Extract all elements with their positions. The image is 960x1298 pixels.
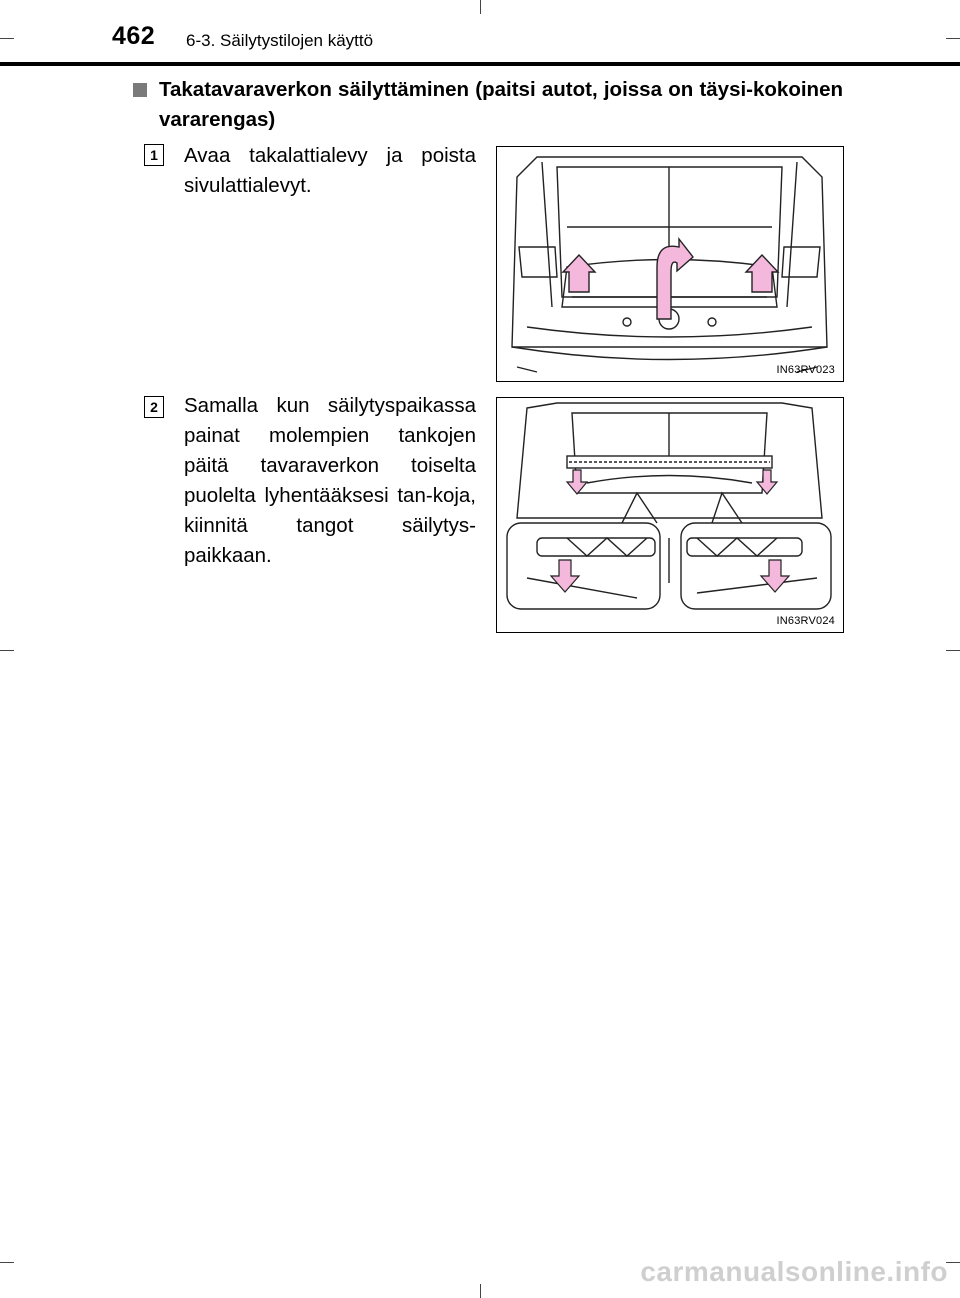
step-1-text: Avaa takalattialevy ja poista sivulattialevyt. (184, 144, 476, 197)
figure-1 (496, 146, 844, 382)
trunk-floor-illustration (497, 147, 842, 380)
crop-mark (0, 650, 14, 651)
net-storage-illustration (497, 398, 842, 631)
crop-mark (946, 1262, 960, 1263)
square-bullet-icon (133, 83, 147, 97)
crop-mark (480, 0, 481, 14)
subsection-heading (133, 75, 843, 135)
heading-text: Takatavaraverkon säilyttäminen (paitsi autot, joissa on täysi-kokoinen vararengas) (159, 78, 843, 131)
figure-code: IN63RV023 (776, 364, 835, 376)
section-title: 6-3. Säilytystilojen käyttö (186, 31, 374, 50)
figure-2 (496, 397, 844, 633)
crop-mark (946, 38, 960, 39)
page-number: 462 (112, 22, 156, 50)
crop-mark (0, 38, 14, 39)
step-2-text: Samalla kun säilytyspaikassa painat molempien tankojen päitä tavaraverkon toiselta puolelta lyhentääksesi tan-koja, kiinnitä tangot säilytys-paikkaan. (184, 394, 476, 567)
step-number-1: 1 (144, 144, 164, 166)
crop-mark (946, 650, 960, 651)
crop-mark (480, 1284, 481, 1298)
crop-mark (0, 1262, 14, 1263)
figure-code: IN63RV024 (776, 615, 835, 627)
header-rule (0, 62, 960, 66)
watermark: carmanualsonline.info (640, 1256, 948, 1287)
step-number-2: 2 (144, 396, 164, 418)
